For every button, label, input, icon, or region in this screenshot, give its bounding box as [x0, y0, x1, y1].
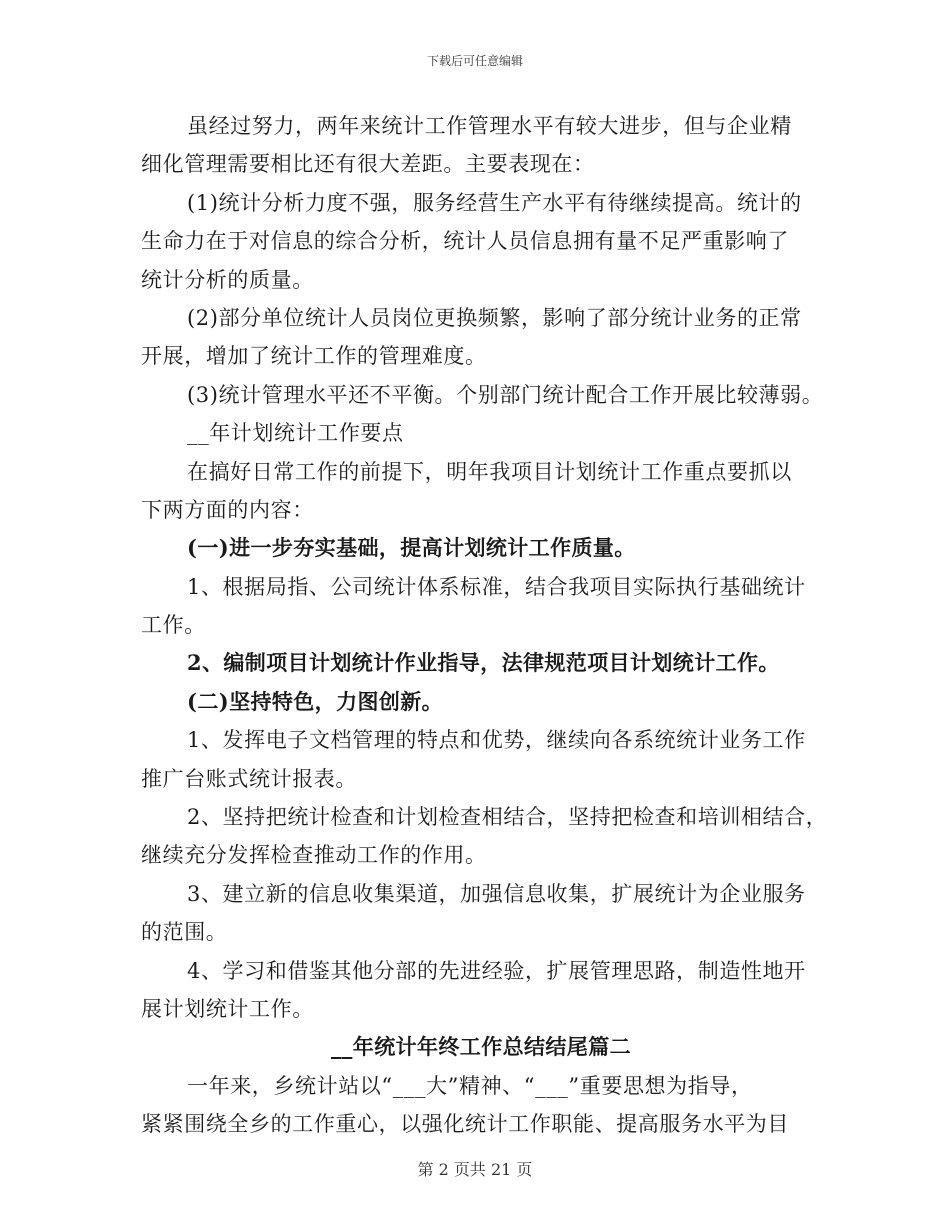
bold-paragraph-line: (二)坚持特色，力图创新。: [187, 688, 444, 714]
paragraph-line: 3、建立新的信息收集渠道，加强信息收集，扩展统计为企业服务: [187, 881, 806, 906]
bold-paragraph-line: 2、编制项目计划统计作业指导，法律规范项目计划统计工作。: [187, 650, 780, 676]
paragraph-line: 紧紧围绕全乡的工作重心，以强化统计工作职能、提高服务水平为目: [141, 1112, 789, 1137]
paragraph-line: 的范围。: [141, 920, 228, 945]
section-heading: __年统计年终工作总结结尾篇二: [331, 1034, 631, 1060]
page-footer: 第 2 页共 21 页: [417, 1160, 533, 1179]
paragraph-line: 统计分析的质量。: [141, 267, 314, 292]
paragraph-line: 生命力在于对信息的综合分析，统计人员信息拥有量不足严重影响了: [141, 229, 789, 254]
document-body: [141, 107, 828, 1144]
paragraph-line: 工作。: [141, 613, 206, 638]
paragraph-line: 2、坚持把统计检查和计划检查相结合，坚持把检查和培训相结合，: [187, 805, 828, 830]
paragraph-line: 展计划统计工作。: [141, 996, 314, 1021]
paragraph-line: 1、发挥电子文档管理的特点和优势，继续向各系统统计业务工作: [187, 728, 806, 753]
paragraph-line: 虽经过努力，两年来统计工作管理水平有较大进步，但与企业精: [187, 114, 792, 138]
paragraph-line: 继续充分发挥检查推动工作的作用。: [141, 843, 487, 868]
page-header: 下载后可任意编辑: [426, 54, 523, 68]
paragraph-line: 4、学习和借鉴其他分部的先进经验，扩展管理思路，制造性地开: [187, 958, 806, 983]
bold-paragraph-line: (一)进一步夯实基础，提高计划统计工作质量。: [187, 535, 636, 561]
paragraph-line: 1、根据局指、公司统计体系标准，结合我项目实际执行基础统计: [187, 574, 806, 599]
paragraph-line: 在搞好日常工作的前提下，明年我项目计划统计工作重点要抓以: [187, 459, 792, 484]
paragraph-line: 开展，增加了统计工作的管理难度。: [141, 344, 487, 369]
paragraph-line: 推广台账式统计报表。: [141, 766, 357, 791]
paragraph-line: __年计划统计工作要点: [187, 421, 404, 446]
paragraph-line: (2)部分单位统计人员岗位更换频繁，影响了部分统计业务的正常: [187, 305, 802, 330]
paragraph-line: 一年来，乡统计站以“___大”精神、“___”重要思想为指导，: [187, 1073, 753, 1098]
paragraph-line: (3)统计管理水平还不平衡。个别部门统计配合工作开展比较薄弱。: [187, 382, 824, 407]
paragraph-line: 细化管理需要相比还有很大差距。主要表现在：: [141, 152, 595, 177]
paragraph-line: 下两方面的内容：: [141, 497, 314, 522]
paragraph-line: (1)统计分析力度不强，服务经营生产水平有待继续提高。统计的: [187, 190, 802, 215]
